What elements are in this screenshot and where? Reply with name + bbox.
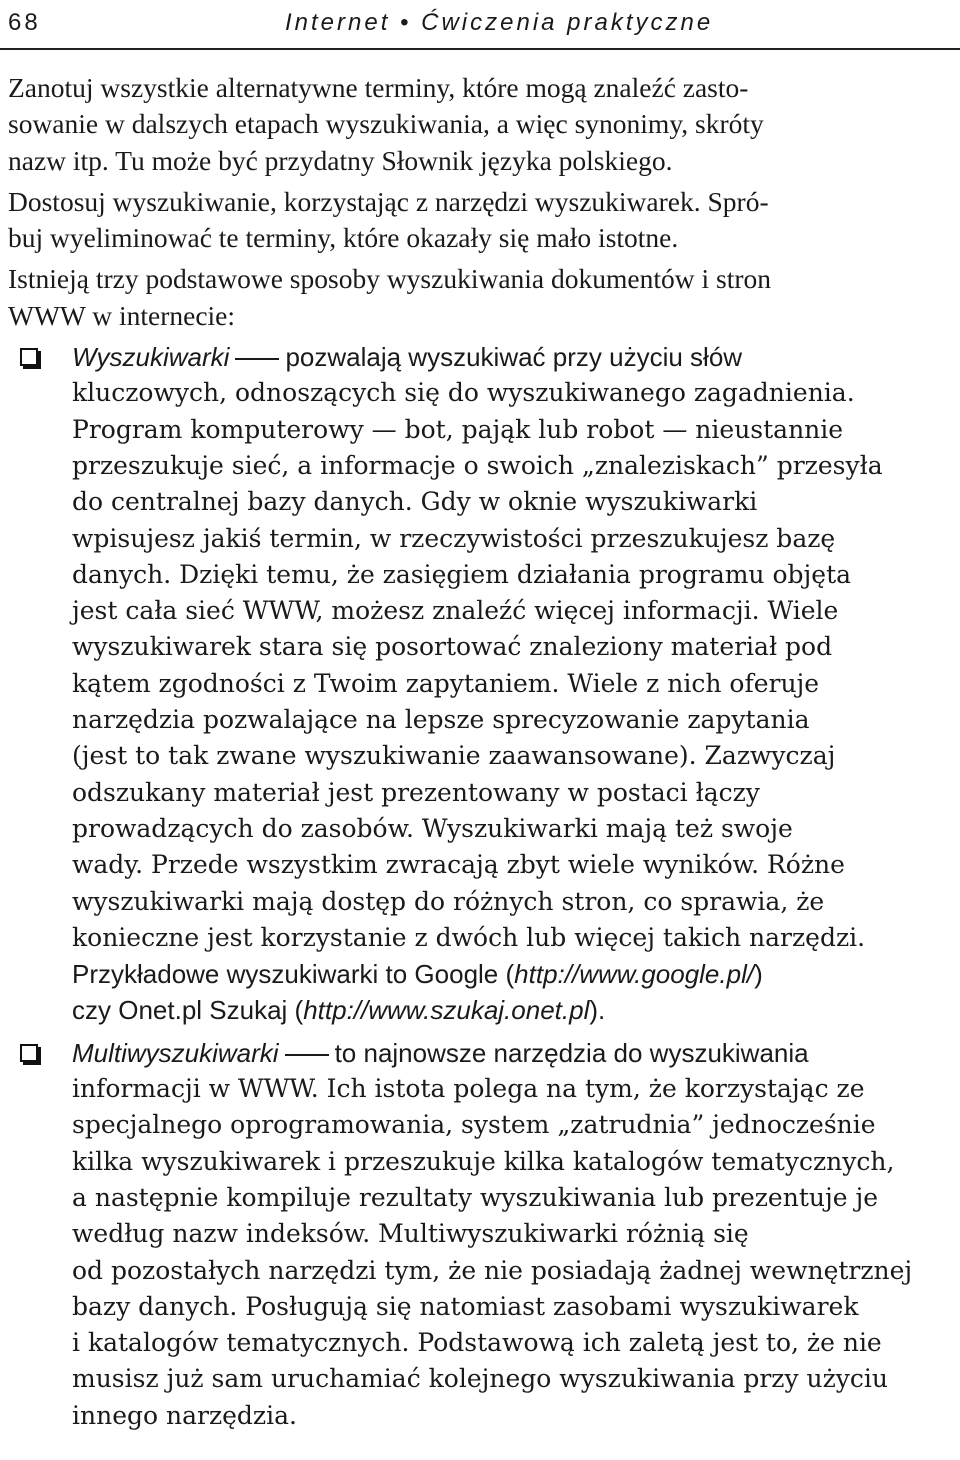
text-line: od pozostałych narzędzi tym, że nie posiadają żadnej wewnętrznej	[72, 1255, 913, 1285]
em-dash	[235, 358, 279, 360]
text-line: a następnie kompiluje rezultaty wyszukiwania lub prezentuje je	[72, 1182, 879, 1212]
text-line: (jest to tak zwane wyszukiwanie zaawansowane). Zazwyczaj	[72, 741, 836, 771]
text-line: odszukany materiał jest prezentowany w postaci łączy	[72, 777, 760, 807]
text-line: wyszukiwarki mają dostęp do różnych stron, co sprawia, że	[72, 886, 825, 916]
example-line	[72, 956, 954, 992]
text-line: buj wyeliminować te terminy, które okazały się mało istotne.	[8, 222, 679, 254]
text-line: wpisujesz jakiś termin, w rzeczywistości przeszukujesz bazę	[72, 523, 836, 553]
paragraph-adjust	[8, 184, 954, 257]
em-dash	[285, 1054, 329, 1056]
term-metasearch: Multiwyszukiwarki	[72, 1037, 279, 1068]
example-text: )	[754, 959, 763, 990]
link-onet[interactable]: http://www.szukaj.onet.pl	[303, 995, 590, 1026]
text-line: wyszukiwarek stara się posortować znaleziony materiał pod	[72, 632, 833, 662]
text-line: wady. Przede wszystkim zwracają zbyt wiele wyników. Różne	[72, 850, 845, 880]
text-line: kilka wyszukiwarek i przeszukuje kilka katalogów tematycznych,	[72, 1146, 895, 1176]
text-line: kluczowych, odnoszących się do wyszukiwanego zagadnienia.	[72, 378, 855, 408]
text-line: nazw itp. Tu może być przydatny Słownik języka polskiego.	[8, 144, 673, 176]
text-line: do centralnej bazy danych. Gdy w oknie wyszukiwarki	[72, 487, 758, 517]
page-number: 68	[8, 9, 41, 36]
item-first-line	[72, 1035, 954, 1071]
running-header	[8, 6, 952, 46]
header-rule	[0, 48, 960, 50]
example-text: Przykładowe wyszukiwarki to Google (	[72, 959, 515, 990]
text-line: Dostosuj wyszukiwanie, korzystając z narzędzi wyszukiwarek. Spró-	[8, 185, 769, 217]
text-line: według nazw indeksów. Multiwyszukiwarki różnią się	[72, 1219, 749, 1249]
text-line: Istnieją trzy podstawowe sposoby wyszukiwania dokumentów i stron	[8, 263, 772, 295]
text-line: musisz już sam uruchamiać kolejnego wyszukiwania przy użyciu	[72, 1364, 889, 1394]
text-line: bazy danych. Posługują się natomiast zasobami wyszukiwarek	[72, 1291, 859, 1321]
item-first-line	[72, 339, 954, 375]
example-text: ).	[589, 995, 606, 1026]
checkbox-bullet-icon	[20, 348, 38, 366]
text-line: innego narzędzia.	[72, 1400, 297, 1430]
list-item-metasearch	[8, 1035, 954, 1434]
text-line: Program komputerowy — bot, pająk lub robot — nieustannie	[72, 414, 844, 444]
link-google[interactable]: http://www.google.pl/	[514, 959, 755, 990]
text-line: narzędzia pozwalające na lepsze sprecyzowanie zapytania	[72, 705, 810, 735]
page-body	[8, 70, 954, 1434]
item-first-line-text: to najnowsze narzędzia do wyszukiwania	[334, 1037, 809, 1068]
text-line: przeszukuje sieć, a informacje o swoich „znaleziskach” przesyła	[72, 450, 883, 480]
text-line: Zanotuj wszystkie alternatywne terminy, które mogą znaleźć zasto-	[8, 72, 749, 103]
item-first-line-text: pozwalają wyszukiwać przy użyciu słów	[285, 342, 743, 373]
text-line: informacji w WWW. Ich istota polega na tym, że korzystając ze	[72, 1074, 865, 1104]
running-title: Internet • Ćwiczenia praktyczne	[285, 9, 714, 36]
text-line: sowanie w dalszych etapach wyszukiwania, a więc synonimy, skróty	[8, 108, 764, 140]
text-line: prowadzących do zasobów. Wyszukiwarki mają też swoje	[72, 813, 793, 843]
list-item-search-engines	[8, 339, 954, 1029]
example-text: czy Onet.pl Szukaj (	[72, 995, 304, 1026]
text-line: kątem zgodności z Twoim zapytaniem. Wiele z nich oferuje	[72, 668, 820, 698]
text-line: i katalogów tematycznych. Podstawową ich zaletą jest to, że nie	[72, 1328, 882, 1358]
text-line: specjalnego oprogramowania, system „zatrudnia” jednocześnie	[72, 1110, 876, 1140]
text-line: jest cała sieć WWW, możesz znaleźć więcej informacji. Wiele	[72, 596, 839, 626]
text-line: danych. Dzięki temu, że zasięgiem działania programu objęta	[72, 559, 852, 589]
checkbox-bullet-icon	[20, 1044, 38, 1062]
paragraph-intro	[8, 261, 954, 334]
text-line: konieczne jest korzystanie z dwóch lub więcej takich narzędzi.	[72, 922, 866, 952]
paragraph-notes	[8, 70, 954, 179]
example-line	[72, 992, 954, 1028]
text-line: WWW w internecie:	[8, 299, 236, 331]
term-search-engines: Wyszukiwarki	[72, 342, 230, 373]
